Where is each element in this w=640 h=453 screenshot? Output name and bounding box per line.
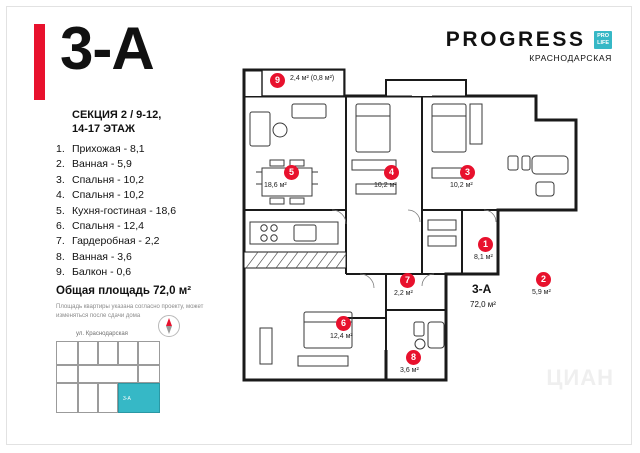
- logo-badge-line2: LIFE: [597, 40, 609, 46]
- room-area-1: 8,1 м²: [474, 254, 493, 261]
- room-label: Кухня-гостиная - 18,6: [72, 204, 177, 217]
- room-list: [56, 142, 226, 281]
- room-marker-4[interactable]: 4: [384, 165, 399, 180]
- street-label: ул. Краснодарская: [76, 331, 128, 337]
- room-label: Спальня - 10,2: [72, 173, 144, 186]
- room-area-8: 3,6 м²: [400, 367, 419, 374]
- keyplan-cell: [78, 383, 98, 413]
- keyplan-cell: [138, 365, 160, 383]
- room-marker-2[interactable]: 2: [536, 272, 551, 287]
- room-number: 7.: [56, 235, 65, 248]
- logo-subtitle: КРАСНОДАРСКАЯ: [529, 53, 612, 63]
- room-label: Ванная - 3,6: [72, 250, 132, 263]
- keyplan-cell: [56, 365, 78, 383]
- keyplan-cell: [138, 341, 160, 365]
- keyplan-cell: [56, 341, 78, 365]
- room-label: Гардеробная - 2,2: [72, 235, 160, 248]
- logo-badge: [594, 31, 612, 49]
- total-area: Общая площадь 72,0 м²: [56, 285, 192, 297]
- room-marker-8[interactable]: 8: [406, 350, 421, 365]
- floorplan-drawing: [236, 60, 614, 400]
- list-item: [56, 204, 226, 219]
- floorplan-svg: [236, 60, 614, 400]
- accent-bar: [34, 24, 45, 100]
- compass-needle-north: [166, 318, 172, 326]
- keyplan-cell: [56, 383, 78, 413]
- keyplan-active-label: 3-А: [123, 396, 131, 402]
- keyplan-cell: [98, 341, 118, 365]
- room-label: Спальня - 12,4: [72, 220, 144, 233]
- keyplan-cell: [118, 341, 138, 365]
- section-info: [72, 108, 161, 136]
- list-item: [56, 173, 226, 188]
- room-number: 4.: [56, 189, 65, 202]
- room-area-6: 12,4 м²: [330, 333, 353, 340]
- keyplan-cell: [98, 383, 118, 413]
- disclaimer-text: Площадь квартиры указана согласно проекту, может изменяться после сдачи дома: [56, 304, 204, 319]
- page-title: 3-А: [60, 15, 154, 82]
- room-marker-5[interactable]: 5: [284, 165, 299, 180]
- room-number: 5.: [56, 204, 65, 217]
- room-number: 3.: [56, 173, 65, 186]
- room-marker-7[interactable]: 7: [400, 273, 415, 288]
- room-number: 1.: [56, 143, 65, 155]
- list-item: [56, 219, 226, 234]
- list-item: [56, 188, 226, 203]
- list-item: [56, 265, 226, 280]
- list-item: [56, 234, 226, 249]
- room-area-3: 10,2 м²: [450, 182, 473, 189]
- room-area-4: 10,2 м²: [374, 182, 397, 189]
- room-marker-1[interactable]: 1: [478, 237, 493, 252]
- keyplan-corridor: [78, 365, 138, 383]
- list-item: [56, 250, 226, 265]
- compass-needle-south: [166, 326, 172, 334]
- section-line-1: СЕКЦИЯ 2 / 9-12,: [72, 109, 162, 121]
- room-marker-9[interactable]: 9: [270, 73, 285, 88]
- compass-icon: [158, 315, 182, 339]
- list-item: [56, 157, 226, 172]
- keyplan[interactable]: [56, 341, 182, 415]
- room-number: 6.: [56, 220, 65, 233]
- room-area-9: 2,4 м² (0,8 м²): [290, 75, 335, 82]
- room-number: 8.: [56, 250, 65, 263]
- room-area-7: 2,2 м²: [394, 290, 413, 297]
- apartment-name: 3-А: [472, 282, 492, 296]
- logo-badge-line1: PRO: [597, 33, 609, 39]
- room-label: Спальня - 10,2: [72, 189, 144, 202]
- room-marker-6[interactable]: 6: [336, 316, 351, 331]
- room-label: Прихожая - 8,1: [72, 143, 145, 155]
- room-area-2: 5,9 м²: [532, 289, 551, 296]
- room-label: Балкон - 0,6: [72, 266, 132, 279]
- keyplan-active-unit[interactable]: [118, 383, 160, 413]
- apartment-area: 72,0 м²: [470, 300, 496, 309]
- section-line-2: 14-17 ЭТАЖ: [72, 123, 135, 135]
- brand-logo: [446, 28, 612, 63]
- room-marker-3[interactable]: 3: [460, 165, 475, 180]
- list-item: [56, 142, 226, 157]
- keyplan-cell: [78, 341, 98, 365]
- logo-wordmark: PROGRESS: [445, 28, 586, 51]
- watermark: ЦИАН: [546, 365, 614, 390]
- room-area-5: 18,6 м²: [264, 182, 287, 189]
- room-label: Ванная - 5,9: [72, 158, 132, 171]
- room-number: 2.: [56, 158, 65, 171]
- room-number: 9.: [56, 266, 65, 279]
